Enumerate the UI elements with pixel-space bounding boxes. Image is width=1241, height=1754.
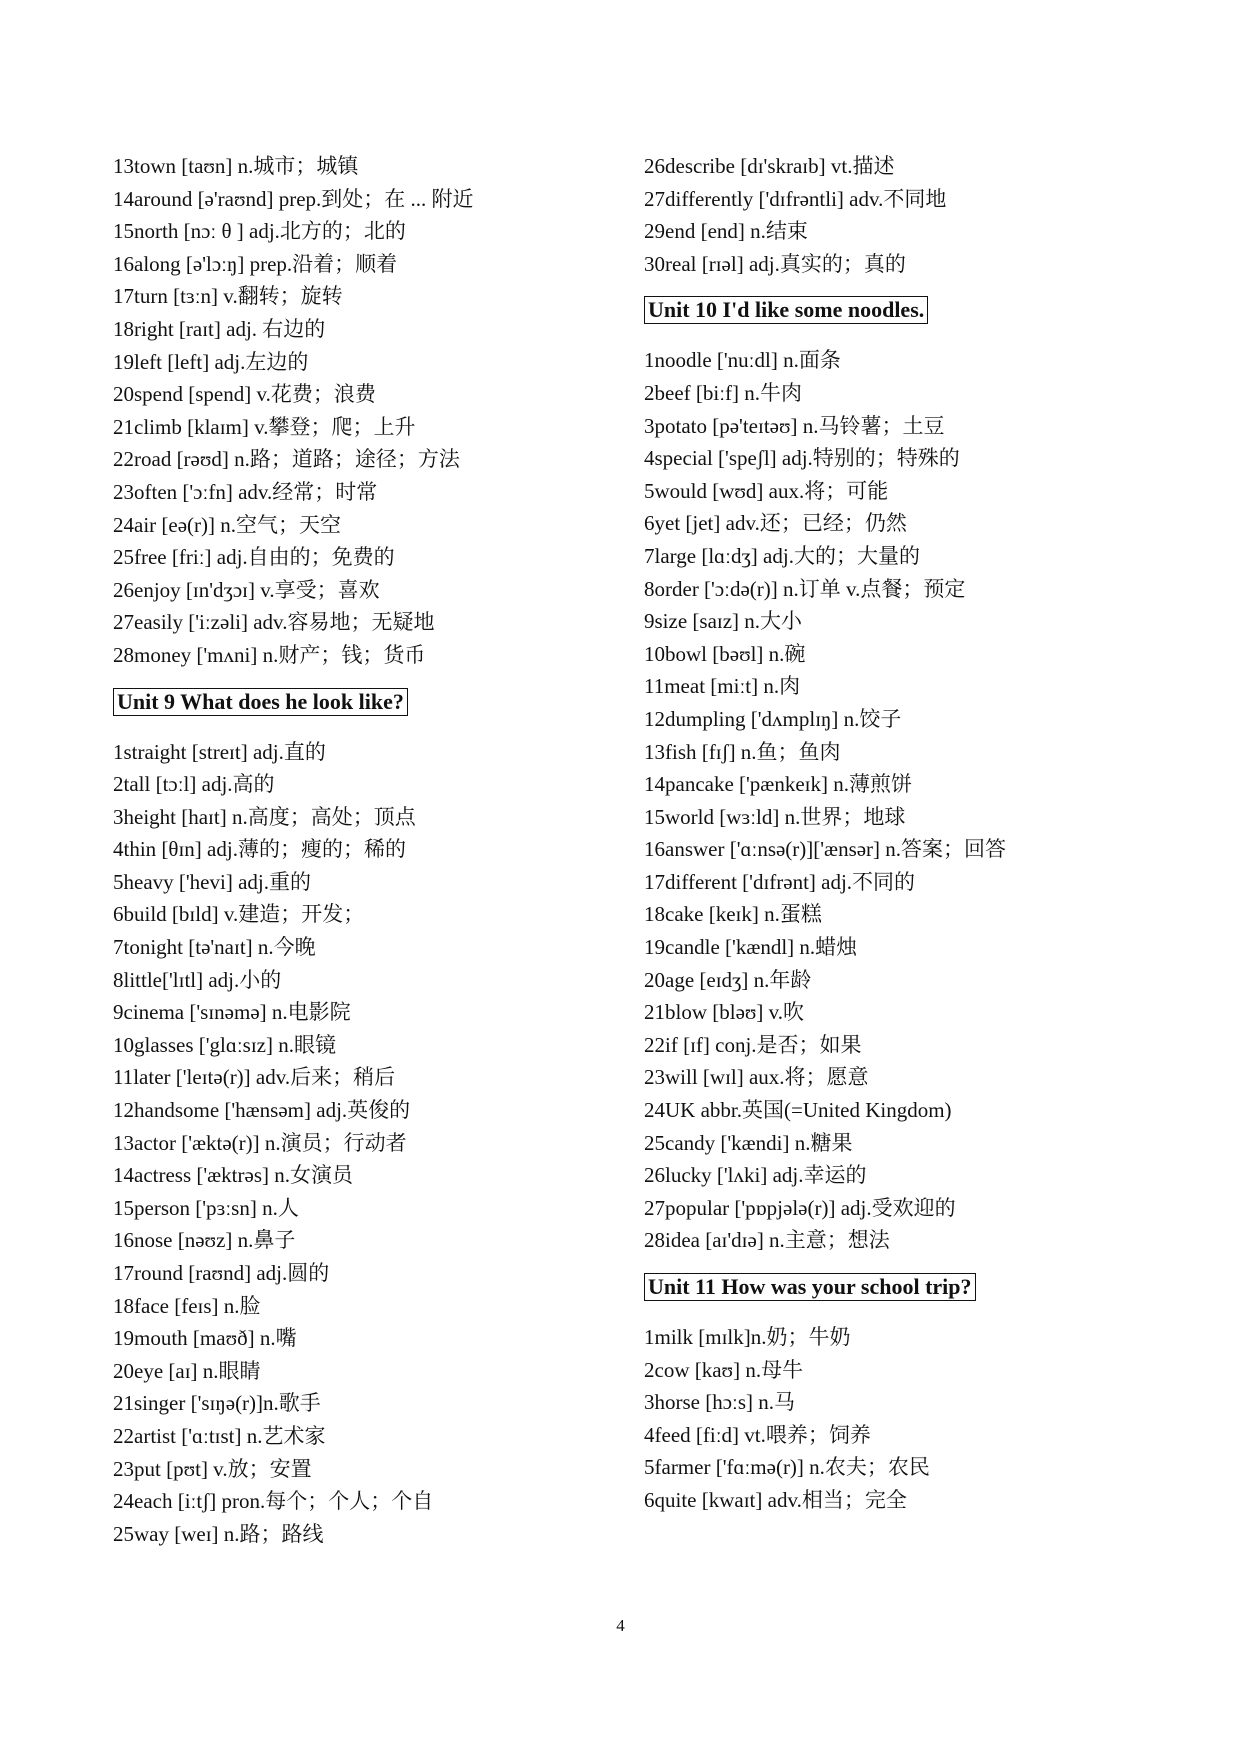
vocab-entry: 30real [rɪəl] adj.真实的；真的 [644,251,906,276]
vocab-entry: 26enjoy [ɪn'dʒɔɪ] v.享受；喜欢 [113,577,380,602]
vocab-entry: 24each [iːtʃ] pron.每个；个人；个自 [113,1489,434,1514]
vocab-list-unit8-end [113,150,613,672]
vocab-entry: 19left [left] adj.左边的 [113,349,309,374]
vocab-entry: 1milk [mɪlk]n.奶；牛奶 [644,1325,851,1349]
vocab-entry: 6quite [kwaɪt] adv.相当；完全 [644,1487,907,1512]
vocab-entry: 17different ['dɪfrənt] adj.不同的 [644,869,916,894]
vocab-entry: 11meat [miːt] n.肉 [644,674,801,699]
vocab-entry: 1straight [streɪt] adj.直的 [113,739,326,764]
unit-9-heading: Unit 9 What does he look like? [113,688,408,716]
vocab-entry: 25way [weɪ] n.路；路线 [113,1521,324,1546]
vocab-entry: 15person ['pɜːsn] n.人 [113,1195,299,1220]
vocab-entry: 24UK abbr.英国(=United Kingdom) [644,1098,952,1123]
vocab-entry: 14pancake ['pænkeɪk] n.薄煎饼 [644,772,912,797]
vocab-entry: 18cake [keɪk] n.蛋糕 [644,902,822,927]
vocab-entry: 23put [pʊt] v.放；安置 [113,1456,312,1481]
vocab-entry: 23will [wɪl] aux.将；愿意 [644,1065,869,1090]
vocab-entry: 28money ['mʌni] n.财产；钱；货币 [113,642,426,667]
vocab-entry: 16answer ['ɑːnsə(r)]['ænsər] n.答案；回答 [644,837,1007,862]
vocab-entry: 11later ['leɪtə(r)] adv.后来；稍后 [113,1065,396,1090]
vocab-entry: 27differently ['dɪfrəntli] adv.不同地 [644,186,947,211]
vocab-entry: 4special ['speʃl] adj.特别的；特殊的 [644,446,960,471]
vocab-list-unit9 [113,736,613,1551]
vocab-entry: 15world [wɜːld] n.世界；地球 [644,804,906,829]
vocab-entry: 4thin [θɪn] adj.薄的；瘦的；稀的 [113,837,406,862]
vocab-list-unit10 [644,344,1204,1257]
vocab-entry: 21blow [bləʊ] v.吹 [644,1000,805,1025]
vocab-entry: 26lucky ['lʌki] adj.幸运的 [644,1163,867,1188]
vocab-entry: 14around [ə'raʊnd] prep.到处；在 ... 附近 [113,186,474,211]
vocab-entry: 25free [friː] adj.自由的；免费的 [113,545,395,570]
vocab-entry: 6build [bɪld] v.建造；开发； [113,902,365,927]
vocab-entry: 12handsome ['hænsəm] adj.英俊的 [113,1098,411,1123]
vocab-entry: 3potato [pə'teɪtəʊ] n.马铃薯；土豆 [644,413,945,438]
vocab-entry: 13actor ['æktə(r)] n.演员；行动者 [113,1130,407,1155]
vocab-entry: 18right [raɪt] adj. 右边的 [113,316,326,341]
vocab-entry: 18face [feɪs] n.脸 [113,1293,261,1318]
vocab-entry: 5heavy ['hevi] adj.重的 [113,869,311,894]
vocab-entry: 5would [wʊd] aux.将；可能 [644,478,889,503]
right-column [644,150,1204,1517]
vocab-entry: 19mouth [maʊð] n.嘴 [113,1326,297,1351]
vocab-entry: 7tonight [tə'naɪt] n.今晚 [113,935,316,960]
vocab-entry: 20spend [spend] v.花费；浪费 [113,382,376,407]
vocab-entry: 25candy ['kændi] n.糖果 [644,1130,853,1155]
vocab-entry: 6yet [jet] adv.还；已经；仍然 [644,511,907,536]
vocab-entry: 4feed [fiːd] vt.喂养；饲养 [644,1422,871,1447]
vocab-entry: 20age [eɪdʒ] n.年龄 [644,967,812,992]
vocab-entry: 28idea [aɪ'dɪə] n.主意；想法 [644,1228,890,1253]
vocab-entry: 14actress ['æktrəs] n.女演员 [113,1163,353,1188]
vocab-entry: 5farmer ['fɑːmə(r)] n.农夫；农民 [644,1455,930,1480]
vocab-list-unit9-end [644,150,1204,280]
vocab-entry: 24air [eə(r)] n.空气；天空 [113,512,342,537]
vocab-entry: 3horse [hɔːs] n.马 [644,1390,796,1415]
vocab-entry: 17turn [tɜːn] v.翻转；旋转 [113,284,343,309]
vocab-entry: 20eye [aɪ] n.眼睛 [113,1358,261,1383]
vocab-entry: 12dumpling ['dʌmplɪŋ] n.饺子 [644,706,902,731]
vocab-entry: 16nose [nəʊz] n.鼻子 [113,1228,296,1253]
vocab-entry: 29end [end] n.结束 [644,219,808,244]
vocab-entry: 13fish [fɪʃ] n.鱼；鱼肉 [644,739,841,764]
vocab-entry: 22if [ɪf] conj.是否；如果 [644,1032,862,1057]
vocab-entry: 16along [ə'lɔːŋ] prep.沿着；顺着 [113,251,398,276]
vocab-entry: 1noodle ['nuːdl] n.面条 [644,348,841,373]
vocab-entry: 21singer ['sɪŋə(r)]n.歌手 [113,1391,321,1416]
left-column [113,150,613,1550]
vocab-entry: 22road [rəʊd] n.路；道路；途径；方法 [113,447,460,472]
vocab-list-unit11 [644,1321,1204,1517]
vocab-entry: 2cow [kaʊ] n.母牛 [644,1357,804,1382]
unit-11-heading: Unit 11 How was your school trip? [644,1273,976,1301]
unit-10-heading: Unit 10 I'd like some noodles. [644,296,928,324]
vocab-entry: 9cinema ['sɪnəmə] n.电影院 [113,1000,351,1025]
vocab-entry: 26describe [dɪ'skraɪb] vt.描述 [644,154,895,178]
vocab-entry: 8little['lɪtl] adj.小的 [113,967,282,992]
page-number: 4 [616,1616,625,1635]
vocab-entry: 22artist ['ɑːtɪst] n.艺术家 [113,1423,326,1448]
vocab-entry: 8order ['ɔːdə(r)] n.订单 v.点餐；预定 [644,576,966,601]
vocab-entry: 7large [lɑːdʒ] adj.大的；大量的 [644,543,920,568]
vocab-entry: 9size [saɪz] n.大小 [644,609,803,634]
vocab-entry: 19candle ['kændl] n.蜡烛 [644,935,858,960]
vocab-entry: 27popular ['pɒpjələ(r)] adj.受欢迎的 [644,1195,956,1220]
vocab-entry: 17round [raʊnd] adj.圆的 [113,1261,330,1285]
vocab-entry: 13town [taʊn] n.城市；城镇 [113,154,359,178]
vocab-entry: 15north [nɔː θ ] adj.北方的；北的 [113,219,406,244]
vocab-entry: 2beef [biːf] n.牛肉 [644,380,803,405]
vocab-entry: 23often ['ɔːfn] adv.经常；时常 [113,479,378,504]
vocab-entry: 10glasses ['glɑːsɪz] n.眼镜 [113,1032,336,1057]
vocab-entry: 27easily ['iːzəli] adv.容易地；无疑地 [113,610,435,635]
vocab-entry: 2tall [tɔːl] adj.高的 [113,772,275,797]
vocab-entry: 3height [haɪt] n.高度；高处；顶点 [113,804,416,829]
vocab-entry: 10bowl [bəʊl] n.碗 [644,641,806,666]
vocab-entry: 21climb [klaɪm] v.攀登；爬；上升 [113,414,416,439]
